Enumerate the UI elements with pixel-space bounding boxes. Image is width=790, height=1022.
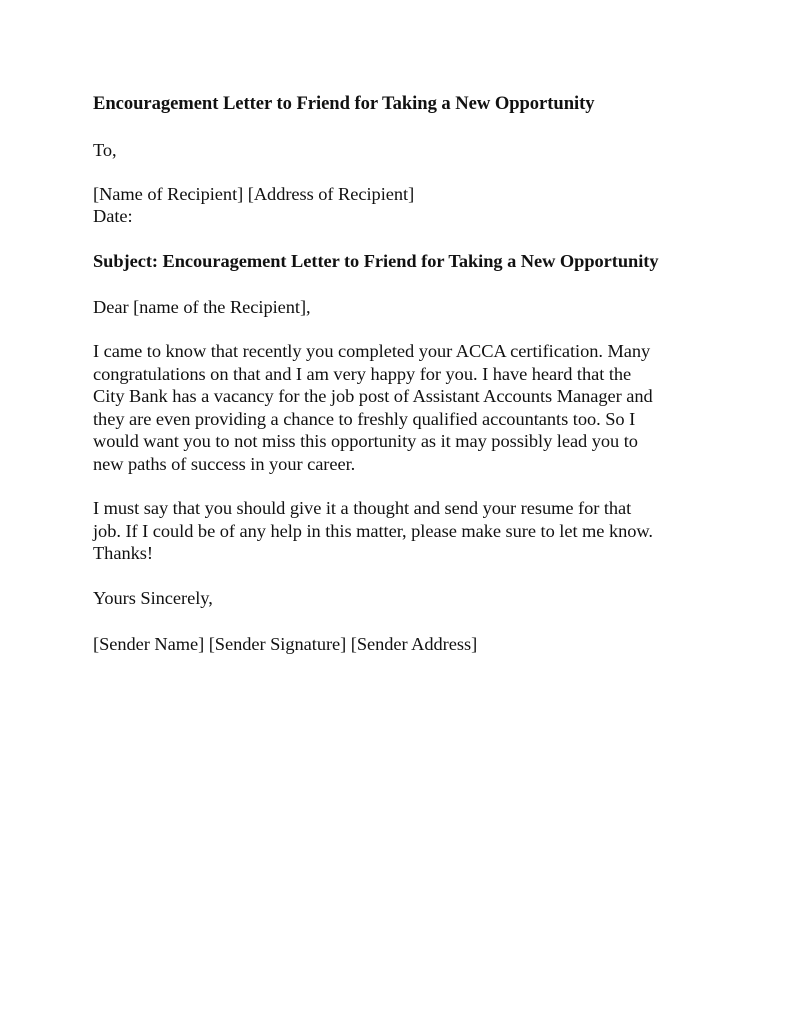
sender-line: [Sender Name] [Sender Signature] [Sender Address] (93, 634, 478, 654)
paragraph-line: new paths of success in your career. (93, 453, 356, 474)
date-label: Date: (93, 206, 133, 226)
paragraph-line: Thanks! (93, 543, 153, 563)
greeting: Dear [name of the Recipient], (93, 297, 311, 317)
paragraph-line: I must say that you should give it a thought and send your resume for that (93, 498, 632, 518)
recipient-line: [Name of Recipient] [Address of Recipient] (93, 184, 415, 204)
paragraph-line: congratulations on that and I am very happy for you. I have heard that the (93, 363, 632, 384)
subject-line: Subject: Encouragement Letter to Friend for Taking a New Opportunity (93, 251, 659, 271)
salutation-to: To, (93, 140, 117, 160)
paragraph-line: City Bank has a vacancy for the job post of Assistant Accounts Manager and (93, 386, 653, 406)
paragraph-line: they are even providing a chance to freshly qualified accountants too. So I (93, 408, 636, 429)
closing: Yours Sincerely, (93, 588, 213, 608)
paragraph-line: I came to know that recently you completed your ACCA certification. Many (93, 341, 651, 361)
paragraph-line: would want you to not miss this opportunity as it may possibly lead you to (93, 431, 638, 451)
letter-title: Encouragement Letter to Friend for Taking a New Opportunity (93, 93, 595, 114)
paragraph-line: job. If I could be of any help in this matter, please make sure to let me know. (93, 520, 653, 541)
